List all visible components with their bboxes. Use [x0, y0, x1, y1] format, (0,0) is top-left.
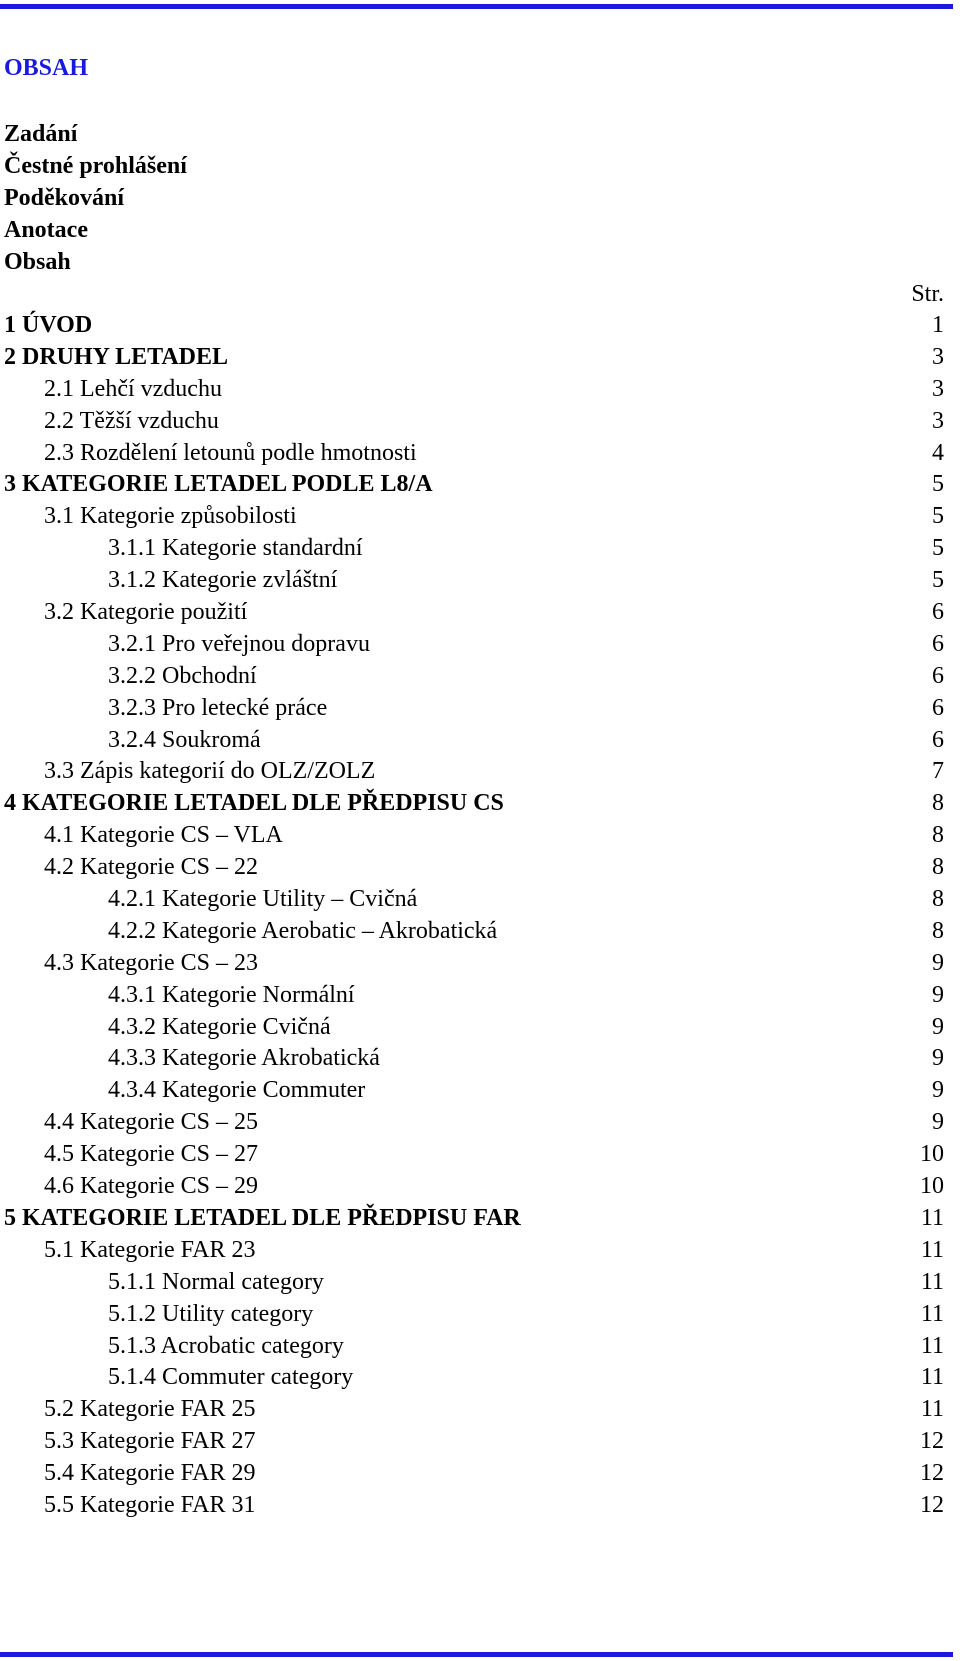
toc-entry[interactable] [4, 1267, 944, 1299]
toc-entry-page: 5 [932, 471, 944, 498]
toc-entry-page: 8 [932, 917, 944, 944]
toc-entry[interactable] [4, 597, 944, 629]
toc-entry-title: 3.2.3 Pro letecké práce [108, 694, 328, 721]
toc-entry-page: 11 [920, 1332, 944, 1359]
toc-entry-page: 8 [932, 822, 944, 849]
toc-entry-page: 9 [932, 1045, 944, 1072]
toc-entry[interactable] [4, 533, 944, 565]
toc-entry[interactable] [4, 1458, 944, 1490]
toc-entry-title: 4.2.1 Kategorie Utility – Cvičná [108, 886, 418, 913]
toc-entry-page: 5 [932, 567, 944, 594]
top-rule [0, 4, 953, 9]
toc-entry-title: 3.1.2 Kategorie zvláštní [108, 567, 338, 594]
toc-entry[interactable] [4, 820, 944, 852]
toc-entry-page: 8 [932, 790, 944, 817]
toc-entry-page: 11 [920, 1396, 944, 1423]
toc-entry-title: 3 KATEGORIE LETADEL PODLE L8/A [4, 471, 433, 498]
toc-entry[interactable] [4, 1362, 944, 1394]
toc-entry-title: 4.3.4 Kategorie Commuter [108, 1077, 366, 1104]
front-matter-item[interactable]: Anotace [4, 217, 88, 243]
toc-entry-title: 5.1.4 Commuter category [108, 1364, 354, 1391]
toc-entry-title: 3.3 Zápis kategorií do OLZ/ZOLZ [44, 758, 376, 785]
toc-entry-page: 9 [932, 949, 944, 976]
toc-entry[interactable] [4, 916, 944, 948]
toc-entry-title: 4.6 Kategorie CS – 29 [44, 1173, 258, 1200]
toc-entry-title: 5 KATEGORIE LETADEL DLE PŘEDPISU FAR [4, 1204, 521, 1231]
toc-entry[interactable] [4, 693, 944, 725]
front-matter-item[interactable]: Čestné prohlášení [4, 153, 187, 179]
toc-entry-page: 6 [932, 630, 944, 657]
toc-entry-page: 5 [932, 535, 944, 562]
bottom-rule [0, 1652, 953, 1657]
toc-entry-title: 5.1 Kategorie FAR 23 [44, 1236, 256, 1263]
toc-entry-title: 3.1.1 Kategorie standardní [108, 535, 363, 562]
page-column-header: Str. [911, 281, 944, 307]
toc-entry[interactable] [4, 725, 944, 757]
toc-heading: OBSAH [4, 55, 89, 81]
toc-entry-page: 10 [920, 1173, 944, 1200]
toc-entry[interactable] [4, 629, 944, 661]
toc-entry-page: 11 [920, 1204, 944, 1231]
toc-entry-title: 4.3.2 Kategorie Cvičná [108, 1013, 331, 1040]
toc-entry-title: 2.2 Těžší vzduchu [44, 407, 219, 434]
toc-entry[interactable] [4, 1043, 944, 1075]
toc-entry[interactable] [4, 469, 944, 501]
toc-entry[interactable] [4, 1490, 944, 1522]
toc-entry[interactable] [4, 1331, 944, 1363]
toc-entry[interactable] [4, 948, 944, 980]
toc-entry[interactable] [4, 1012, 944, 1044]
toc-entry[interactable] [4, 1075, 944, 1107]
toc-entry[interactable] [4, 1107, 944, 1139]
toc-entry-title: 4.2.2 Kategorie Aerobatic – Akrobatická [108, 917, 498, 944]
toc-entry-title: 4.2 Kategorie CS – 22 [44, 854, 258, 881]
toc-entry[interactable] [4, 374, 944, 406]
toc-entry-title: 1 ÚVOD [4, 312, 93, 338]
toc-entry[interactable] [4, 565, 944, 597]
toc-entry-page: 8 [932, 886, 944, 913]
toc-entry[interactable] [4, 406, 944, 438]
toc-entry-page: 7 [932, 758, 944, 785]
toc-entry-page: 6 [932, 662, 944, 689]
toc-entry-page: 11 [920, 1364, 944, 1391]
toc-entry-title: 5.4 Kategorie FAR 29 [44, 1460, 256, 1487]
toc-entry-page: 3 [932, 375, 944, 402]
toc-entry-page: 12 [920, 1491, 944, 1518]
toc-entry-title: 5.5 Kategorie FAR 31 [44, 1491, 256, 1518]
toc-entry-page: 9 [932, 981, 944, 1008]
toc-entry-page: 3 [932, 407, 944, 434]
front-matter-item[interactable]: Poděkování [4, 185, 125, 211]
toc-entry[interactable] [4, 980, 944, 1012]
toc-entry-page: 6 [932, 694, 944, 721]
toc-entry-title: 3.2.4 Soukromá [108, 726, 261, 753]
toc-entry[interactable] [4, 661, 944, 693]
toc-entry-title: 3.1 Kategorie způsobilosti [44, 503, 297, 530]
toc-entry-page: 6 [932, 599, 944, 626]
toc-entry[interactable] [4, 788, 944, 820]
toc-entry-title: 4.5 Kategorie CS – 27 [44, 1141, 258, 1168]
toc-entry-title: 2.3 Rozdělení letounů podle hmotnosti [44, 439, 417, 466]
toc-entry-title: 3.2 Kategorie použití [44, 599, 248, 626]
toc-entry[interactable] [4, 1394, 944, 1426]
toc-entry[interactable] [4, 1299, 944, 1331]
toc-entry-title: 4.3.1 Kategorie Normální [108, 981, 355, 1008]
front-matter-item[interactable]: Zadání [4, 121, 78, 147]
toc-entry[interactable] [4, 1203, 944, 1235]
toc-entry-page: 12 [920, 1460, 944, 1487]
toc-entry-page: 5 [932, 503, 944, 530]
toc-entry-title: 5.3 Kategorie FAR 27 [44, 1428, 256, 1455]
toc-entry-page: 6 [932, 726, 944, 753]
toc-entry[interactable] [4, 342, 944, 374]
toc-entry-title: 5.1.3 Acrobatic category [108, 1332, 344, 1359]
toc-entry-page: 9 [932, 1077, 944, 1104]
toc-entry-page: 4 [932, 439, 944, 466]
toc-entry-page: 1 [932, 312, 944, 338]
toc-entry-title: 2 DRUHY LETADEL [4, 343, 229, 370]
toc-entry-title: 5.1.1 Normal category [108, 1268, 324, 1295]
toc-entry-page: 11 [920, 1300, 944, 1327]
front-matter-item[interactable]: Obsah [4, 249, 71, 275]
toc-entry[interactable] [4, 310, 944, 342]
toc-entry-title: 5.2 Kategorie FAR 25 [44, 1396, 256, 1423]
toc-entry[interactable] [4, 501, 944, 533]
toc-entry-title: 4 KATEGORIE LETADEL DLE PŘEDPISU CS [4, 790, 504, 817]
toc-entry-page: 12 [920, 1428, 944, 1455]
toc-entry[interactable] [4, 756, 944, 788]
toc-entry[interactable] [4, 438, 944, 470]
toc-entry-title: 4.4 Kategorie CS – 25 [44, 1109, 258, 1136]
toc-entry-page: 9 [932, 1013, 944, 1040]
toc-entry-page: 3 [932, 343, 944, 370]
toc-list [4, 310, 944, 1522]
toc-entry-title: 2.1 Lehčí vzduchu [44, 375, 222, 402]
toc-entry-title: 4.1 Kategorie CS – VLA [44, 822, 283, 849]
toc-entry[interactable] [4, 1235, 944, 1267]
toc-entry-page: 8 [932, 854, 944, 881]
toc-entry[interactable] [4, 852, 944, 884]
toc-entry-page: 11 [920, 1236, 944, 1263]
toc-entry-page: 9 [932, 1109, 944, 1136]
toc-entry-page: 10 [920, 1141, 944, 1168]
front-matter-list [4, 118, 187, 278]
toc-entry[interactable] [4, 1171, 944, 1203]
toc-entry-page: 11 [920, 1268, 944, 1295]
toc-entry-title: 3.2.2 Obchodní [108, 662, 257, 689]
toc-entry-title: 4.3 Kategorie CS – 23 [44, 949, 258, 976]
toc-entry[interactable] [4, 1426, 944, 1458]
toc-entry-title: 4.3.3 Kategorie Akrobatická [108, 1045, 380, 1072]
toc-entry-title: 5.1.2 Utility category [108, 1300, 314, 1327]
toc-entry[interactable] [4, 1139, 944, 1171]
toc-entry[interactable] [4, 884, 944, 916]
toc-entry-title: 3.2.1 Pro veřejnou dopravu [108, 630, 370, 657]
